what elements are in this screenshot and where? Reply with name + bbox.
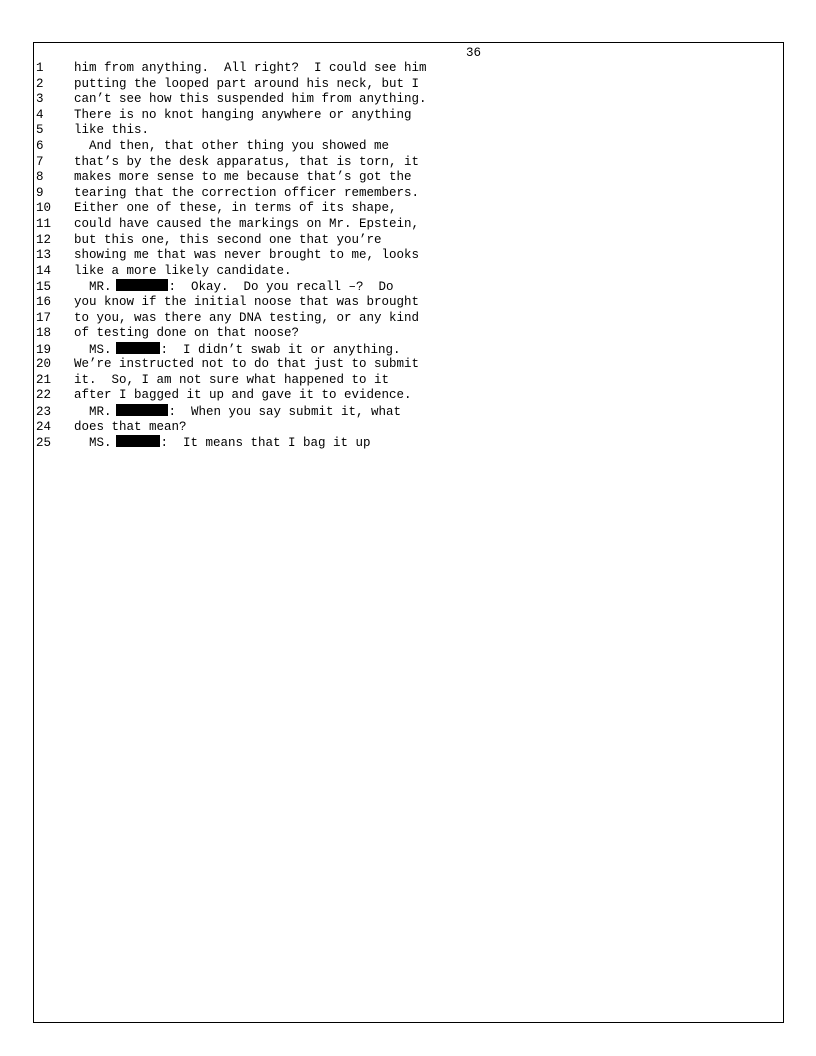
transcript-line [36,170,766,186]
line-text [74,295,419,311]
speaker-label: MS. [89,342,112,357]
line-number: 25 [36,436,52,451]
redaction-bar [116,279,168,291]
transcript-line [36,201,766,217]
line-content: him from anything. All right? I could see him [74,61,427,75]
line-text [74,357,419,373]
line-content: to you, was there any DNA testing, or any kind [74,310,420,325]
transcript-line [36,248,766,264]
line-text [74,342,401,359]
line-content: that’s by the desk apparatus, that is torn, it [74,154,420,169]
line-content: : Okay. Do you recall –? Do [168,280,394,295]
line-text [74,404,401,421]
line-content: it. So, I am not sure what happened to it [74,372,390,387]
line-number: 17 [36,310,52,325]
line-text [74,77,419,93]
line-number: 13 [36,248,52,263]
line-number: 6 [36,138,44,153]
transcript-line [36,123,766,139]
line-text [74,170,412,186]
line-content: showing me that was never brought to me, looks [74,248,420,263]
transcript-line [36,326,766,342]
redaction-bar [116,404,168,416]
transcript-line [36,264,766,280]
transcript-line [36,435,766,451]
line-number: 19 [36,342,52,357]
line-number: 9 [36,185,44,200]
line-number: 2 [36,76,44,91]
transcript-body [36,61,766,451]
line-text [74,326,299,342]
line-number: 11 [36,216,52,231]
line-number: 18 [36,326,52,341]
transcript-line [36,342,766,358]
line-content: like a more likely candidate. [74,263,292,278]
line-content: And then, that other thing you showed me [89,138,390,153]
line-number: 1 [36,61,44,75]
transcript-line [36,404,766,420]
transcript-line [36,217,766,233]
line-text [74,201,397,217]
line-text [74,388,412,404]
transcript-line [36,186,766,202]
line-number: 16 [36,294,52,309]
transcript-line [36,77,766,93]
speaker-label: MR. [89,405,112,420]
line-text [74,108,412,124]
transcript-line [36,233,766,249]
redaction-bar [116,342,160,354]
redaction-bar [116,435,160,447]
transcript-line [36,373,766,389]
line-content: tearing that the correction officer remembers. [74,185,420,200]
line-content: but this one, this second one that you’re [74,232,382,247]
line-content: could have caused the markings on Mr. Epstein, [74,216,420,231]
line-text [74,155,419,171]
transcript-line [36,420,766,436]
line-content: after I bagged it up and gave it to evidence. [74,388,412,403]
line-text [74,123,149,139]
line-text [74,311,419,327]
transcript-line [36,357,766,373]
line-number: 5 [36,123,44,138]
speaker-label: MR. [89,280,112,295]
line-text [74,92,427,108]
line-content: : I didn’t swab it or anything. [160,342,401,357]
transcript-line [36,279,766,295]
line-text [74,264,292,280]
line-number: 21 [36,372,52,387]
transcript-line [36,295,766,311]
line-text [74,373,389,389]
line-number: 4 [36,107,44,122]
transcript-line [36,139,766,155]
line-content: : When you say submit it, what [168,405,402,420]
line-number: 14 [36,263,52,278]
page-number: 36 [466,46,482,60]
line-text [74,248,419,264]
line-text [74,233,382,249]
line-content: of testing done on that noose? [74,326,300,341]
line-number: 12 [36,232,52,247]
transcript-line [36,388,766,404]
line-content: Either one of these, in terms of its shape, [74,201,397,216]
transcript-line [36,92,766,108]
line-number: 3 [36,92,44,107]
line-number: 7 [36,154,44,169]
line-content: can’t see how this suspended him from anything. [74,92,427,107]
line-text [74,186,419,202]
line-text [74,217,419,233]
line-content: There is no knot hanging anywhere or anything [74,107,412,122]
transcript-line [36,155,766,171]
line-number: 20 [36,357,52,372]
line-text [74,61,427,77]
speaker-label: MS. [89,436,112,451]
line-text [74,139,389,155]
line-content: does that mean? [74,419,187,434]
line-content: like this. [74,123,150,138]
transcript-line [36,61,766,77]
line-content: you know if the initial noose that was brought [74,294,420,309]
line-text [74,420,187,436]
line-content: putting the looped part around his neck, but I [74,76,420,91]
line-number: 23 [36,405,52,420]
line-content: : It means that I bag it up [160,436,371,451]
transcript-line [36,108,766,124]
line-number: 8 [36,170,44,185]
line-text [74,279,394,296]
line-content: We’re instructed not to do that just to submit [74,357,420,372]
transcript-line [36,311,766,327]
line-number: 22 [36,388,52,403]
line-number: 24 [36,419,52,434]
line-content: makes more sense to me because that’s got the [74,170,412,185]
line-number: 15 [36,280,52,295]
line-text [74,435,371,452]
line-number: 10 [36,201,52,216]
